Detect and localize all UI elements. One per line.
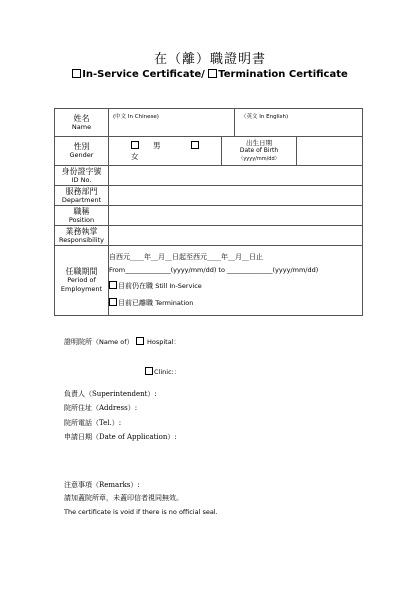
responsibility-label-zh: 業務執掌 xyxy=(65,226,98,236)
department-label xyxy=(55,186,109,206)
period-row xyxy=(55,246,363,316)
id-label-zh: 身份證字號 xyxy=(61,166,102,176)
termination-title: Termination Certificate xyxy=(218,69,348,80)
superintendent-line: 負責人（Superintendent）: xyxy=(64,390,157,398)
period-label xyxy=(55,246,109,316)
terminated-option[interactable] xyxy=(109,297,362,310)
dob-format: （yyyy/mm/dd） xyxy=(238,156,280,162)
still-in-service-en: Still In-Service xyxy=(155,282,202,290)
gender-options xyxy=(109,140,221,162)
dob-label xyxy=(221,137,296,165)
remarks-line-zh: 請加蓋院所章，未蓋印信者視同無效。 xyxy=(64,494,183,502)
tel-line: 院所電話（Tel.）: xyxy=(64,419,122,427)
clinic-checkbox[interactable] xyxy=(145,367,153,375)
date-of-application-line: 申請日期（Date of Application）: xyxy=(64,433,177,441)
name-chinese-field[interactable] xyxy=(109,109,234,136)
id-label xyxy=(55,166,109,186)
page-subtitle xyxy=(0,69,420,80)
terminated-checkbox[interactable] xyxy=(109,298,117,306)
still-in-service-option[interactable] xyxy=(109,280,362,293)
remarks-line-en: The certificate is void if there is no official seal. xyxy=(64,508,218,516)
department-row xyxy=(55,186,363,206)
remarks-label: 注意事項（Remarks）: xyxy=(64,481,140,489)
period-line-en[interactable]: From______________(yyyy/mm/dd) to ______________(yyyy/mm/dd) xyxy=(109,266,319,274)
name-label-zh: 姓名 xyxy=(73,113,90,123)
female-checkbox[interactable] xyxy=(191,141,199,149)
responsibility-row xyxy=(55,226,363,246)
position-label xyxy=(55,206,109,226)
id-field[interactable] xyxy=(109,166,363,186)
in-service-checkbox[interactable] xyxy=(72,69,81,78)
position-label-zh: 職稱 xyxy=(73,206,90,216)
id-label-en: ID No. xyxy=(71,175,92,184)
department-label-en: Department xyxy=(61,195,102,204)
termination-checkbox[interactable] xyxy=(208,69,217,78)
still-in-service-checkbox[interactable] xyxy=(109,281,117,289)
name-english-hint: （英文 In English) xyxy=(241,114,289,120)
hospital-checkbox[interactable] xyxy=(136,337,144,345)
name-row xyxy=(55,109,363,137)
name-label-en: Name xyxy=(71,122,92,131)
name-label xyxy=(55,109,109,137)
gender-male-option[interactable] xyxy=(131,141,175,150)
responsibility-label-en: Responsibility xyxy=(59,235,104,244)
clinic-label: Clinic:： xyxy=(154,368,181,376)
certificate-form-table xyxy=(54,108,363,316)
name-of-zh-post: ） xyxy=(126,338,134,346)
name-chinese-hint: (中文 In Chinese) xyxy=(113,114,159,120)
address-line: 院所住址（Address）: xyxy=(64,404,138,412)
clinic-line xyxy=(145,367,180,377)
gender-label-zh: 性別 xyxy=(73,142,90,151)
id-row xyxy=(55,166,363,186)
dob-label-zh: 出生日期 xyxy=(246,139,272,147)
period-field xyxy=(109,246,363,316)
male-label: 男 xyxy=(153,141,161,150)
period-line-zh[interactable]: 自西元____年__月__日起至西元____年__月__日止 xyxy=(109,253,263,261)
position-field[interactable] xyxy=(109,206,363,226)
name-of-line xyxy=(64,337,180,347)
terminated-zh: 目前已離職 xyxy=(118,299,153,307)
period-label-en-1: Period of xyxy=(67,276,96,284)
department-label-zh: 服務部門 xyxy=(65,186,98,196)
name-of-zh-pre: 證明院所（ xyxy=(64,338,99,346)
page-title: 在（離）職證明書 xyxy=(153,52,266,67)
name-english-field[interactable] xyxy=(234,109,362,136)
position-row xyxy=(55,206,363,226)
in-service-title: In-Service Certificate/ xyxy=(82,69,205,80)
female-label: 女 xyxy=(131,152,139,161)
period-label-zh: 任職期間 xyxy=(65,267,98,276)
dob-field[interactable] xyxy=(296,137,362,165)
still-in-service-zh: 目前仍在職 xyxy=(118,282,153,290)
terminated-en: Termination xyxy=(155,299,194,307)
dob-label-en: Date of Birth xyxy=(239,147,279,154)
responsibility-field[interactable] xyxy=(109,226,363,246)
name-of-en: Name of xyxy=(99,338,127,346)
male-checkbox[interactable] xyxy=(131,141,139,149)
responsibility-label xyxy=(55,226,109,246)
gender-row xyxy=(55,137,363,166)
gender-label xyxy=(55,137,109,166)
gender-label-en: Gender xyxy=(69,151,94,159)
period-label-en-2: Employment xyxy=(60,285,103,293)
department-field[interactable] xyxy=(109,186,363,206)
hospital-label: Hospital： xyxy=(146,338,181,346)
position-label-en: Position xyxy=(68,215,95,224)
